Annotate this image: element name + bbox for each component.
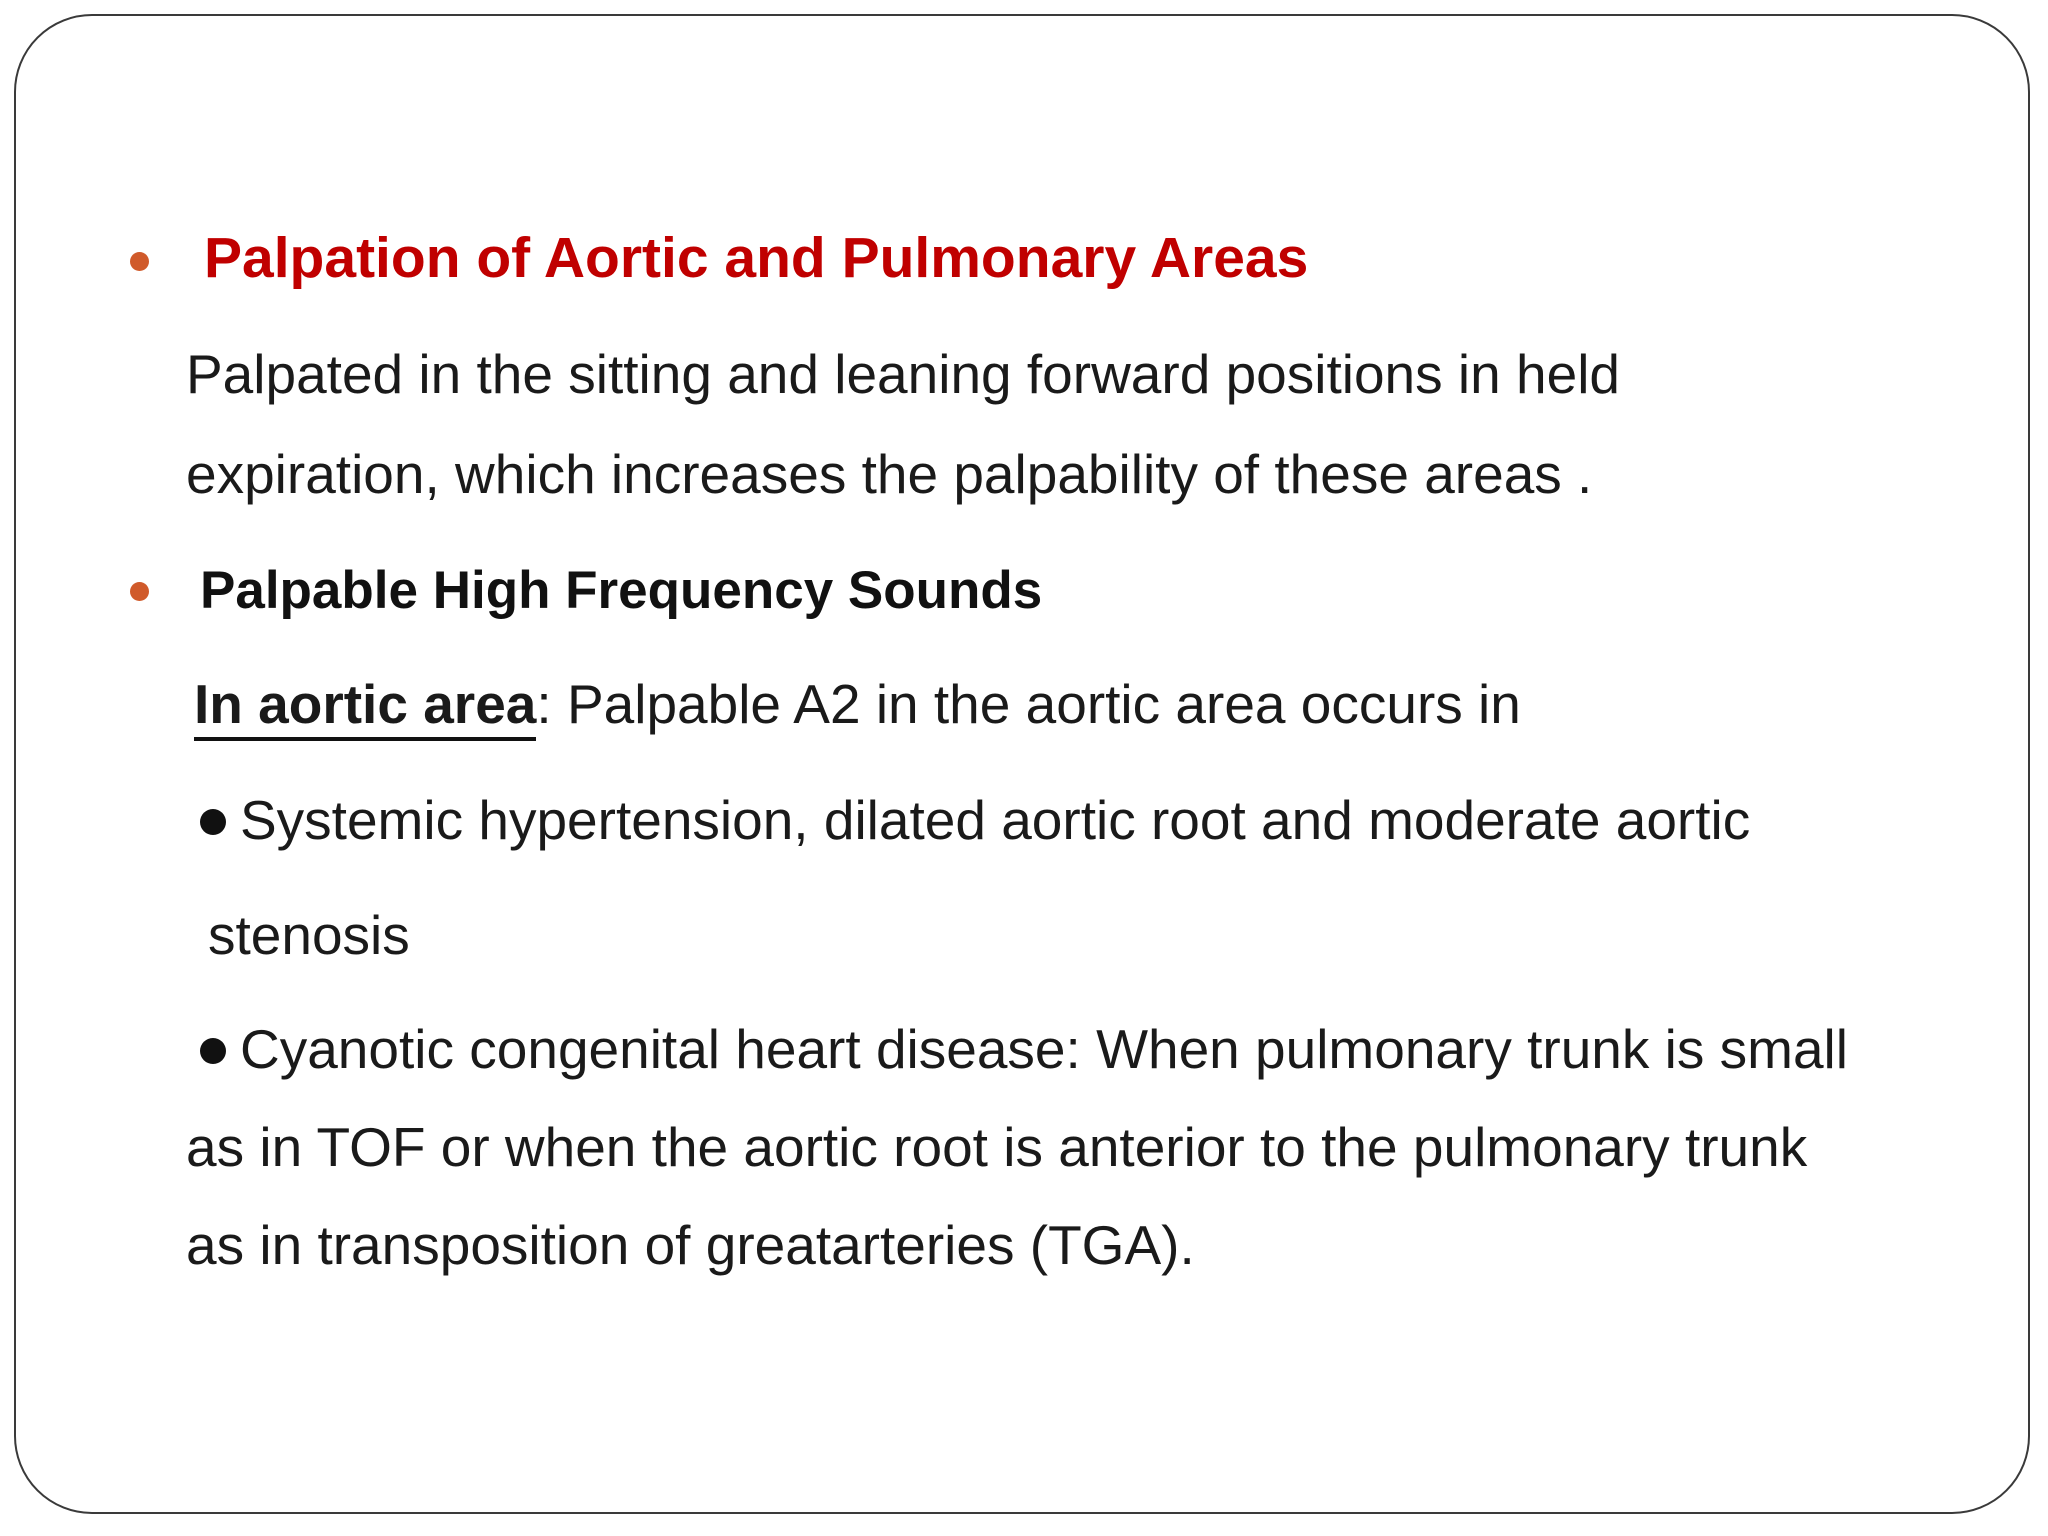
- section2-heading: Palpable High Frequency Sounds: [200, 561, 1043, 620]
- list-item-1-line2: stenosis: [208, 904, 410, 966]
- bullet-dot-section1: [130, 252, 149, 271]
- list-bullet-1: [200, 809, 226, 835]
- aortic-area-text: : Palpable A2 in the aortic area occurs in: [536, 673, 1521, 735]
- section1-heading: Palpation of Aortic and Pulmonary Areas: [204, 226, 1309, 290]
- list-item-2-line3: as in transposition of greatarteries (TGA).: [186, 1214, 1195, 1276]
- section1-body-line1: Palpated in the sitting and leaning forward positions in held: [186, 343, 1621, 405]
- bullet-dot-section2: [130, 582, 149, 601]
- list-item-2-text: Cyanotic congenital heart disease: When pulmonary trunk is small: [240, 1018, 1848, 1080]
- aortic-area-label: In aortic area: [194, 673, 536, 741]
- list-item-2-line1: [200, 1018, 1848, 1080]
- aortic-area-line: [194, 673, 1521, 735]
- list-item-2-line2: as in TOF or when the aortic root is anterior to the pulmonary trunk: [186, 1116, 1808, 1178]
- list-item-1-text: Systemic hypertension, dilated aortic root and moderate aortic: [240, 789, 1751, 851]
- list-item-1-line1: [200, 789, 1751, 851]
- section1-body-line2: expiration, which increases the palpability of these areas .: [186, 443, 1593, 505]
- list-bullet-2: [200, 1038, 226, 1064]
